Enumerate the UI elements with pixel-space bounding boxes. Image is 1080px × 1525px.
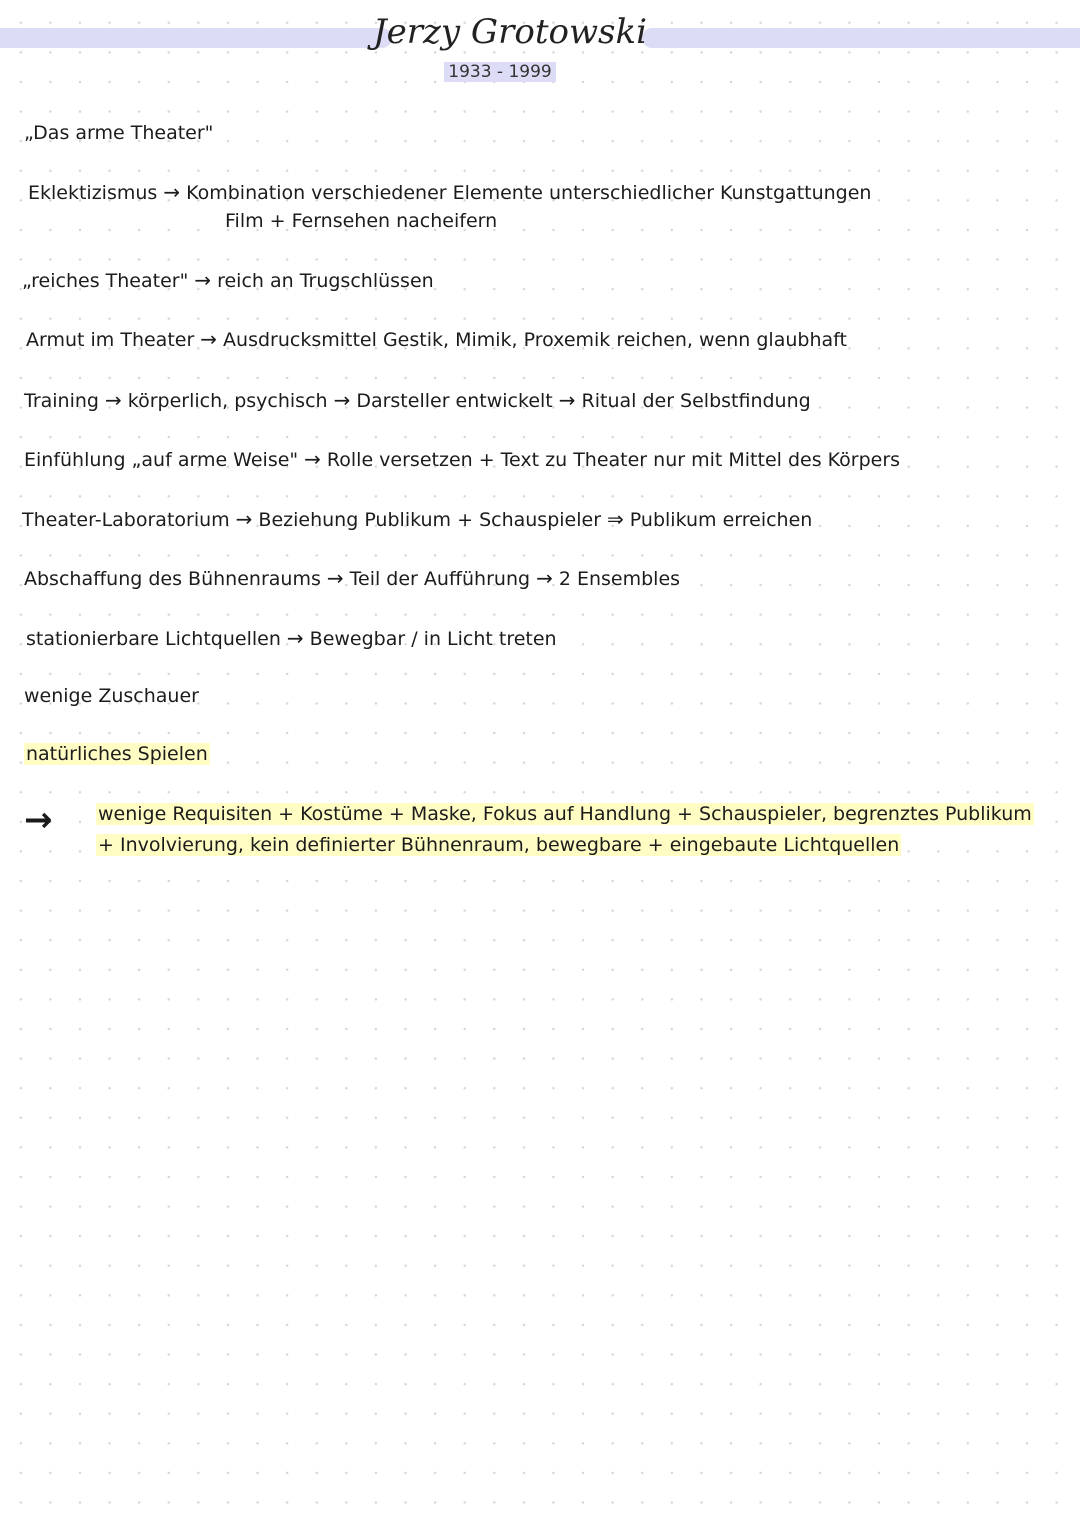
summary-line xyxy=(96,803,1034,825)
summary-line-text: + Involvierung, kein definierter Bühnenraum, bewegbare + eingebaute Lichtquellen xyxy=(98,834,900,856)
arrow-icon: → xyxy=(104,388,122,412)
note-row xyxy=(24,447,900,471)
note-term: Eklektizismus xyxy=(28,182,158,204)
note-term: Theater-Laboratorium xyxy=(22,509,230,531)
arrow-icon: → xyxy=(235,507,253,531)
note-text: Kombination verschiedener Elemente unterschiedlicher Kunstgattungen xyxy=(186,182,872,204)
arrow-icon: → xyxy=(333,388,351,412)
note-subline: Film + Fernsehen nacheifern xyxy=(225,210,498,232)
note-text: Darsteller entwickelt xyxy=(356,390,553,412)
life-dates xyxy=(0,62,1000,82)
arrow-icon: → xyxy=(286,626,304,650)
note-text: körperlich, psychisch xyxy=(127,390,328,412)
arrow-icon: → xyxy=(558,388,576,412)
note-text: reich an Trugschlüssen xyxy=(217,270,434,292)
double-arrow-icon: ⇒ xyxy=(607,507,624,531)
note-text: Teil der Aufführung xyxy=(349,568,531,590)
note-row xyxy=(24,685,199,707)
page-title: Jerzy Grotowski xyxy=(373,12,647,52)
arrow-icon: → xyxy=(163,180,181,204)
arrow-icon: → xyxy=(194,268,212,292)
note-row xyxy=(22,507,812,531)
note-text: Ausdrucksmittel Gestik, Mimik, Proxemik reichen, wenn glaubhaft xyxy=(223,329,847,351)
summary-line-text: wenige Requisiten + Kostüme + Maske, Fokus auf Handlung + Schauspieler, begrenztes Publikum xyxy=(98,803,1032,825)
note-row xyxy=(26,327,847,351)
note-text: Publikum erreichen xyxy=(629,509,813,531)
life-dates-text: 1933 - 1999 xyxy=(444,62,555,82)
note-text: Bewegbar / in Licht treten xyxy=(309,628,557,650)
note-text: Rolle versetzen + Text zu Theater nur mit Mittel des Körpers xyxy=(326,449,901,471)
arrow-icon: → xyxy=(304,447,321,471)
note-term: Einfühlung „auf arme Weise" xyxy=(24,449,299,471)
note-term: Training xyxy=(24,390,99,412)
note-text: Beziehung Publikum + Schauspieler xyxy=(258,509,602,531)
note-term: Abschaffung des Bühnenraums xyxy=(24,568,321,590)
arrow-icon: → xyxy=(536,566,553,590)
note-term: stationierbare Lichtquellen xyxy=(26,628,281,650)
note-row xyxy=(24,566,680,590)
summary-line xyxy=(96,834,901,856)
note-row xyxy=(24,743,210,765)
note-text: 2 Ensembles xyxy=(558,568,681,590)
note-row xyxy=(24,388,811,412)
note-row xyxy=(26,626,557,650)
note-row xyxy=(28,180,871,204)
note-term: wenige Zuschauer xyxy=(24,685,199,707)
summary-arrow-icon: → xyxy=(24,800,53,840)
note-term: natürliches Spielen xyxy=(26,743,208,765)
section-title: „Das arme Theater" xyxy=(24,122,214,144)
note-text: Ritual der Selbstfindung xyxy=(581,390,811,412)
arrow-icon: → xyxy=(326,566,344,590)
note-term: Armut im Theater xyxy=(26,329,195,351)
arrow-icon: → xyxy=(200,327,218,351)
note-term: „reiches Theater" xyxy=(22,270,189,292)
note-row xyxy=(22,268,434,292)
